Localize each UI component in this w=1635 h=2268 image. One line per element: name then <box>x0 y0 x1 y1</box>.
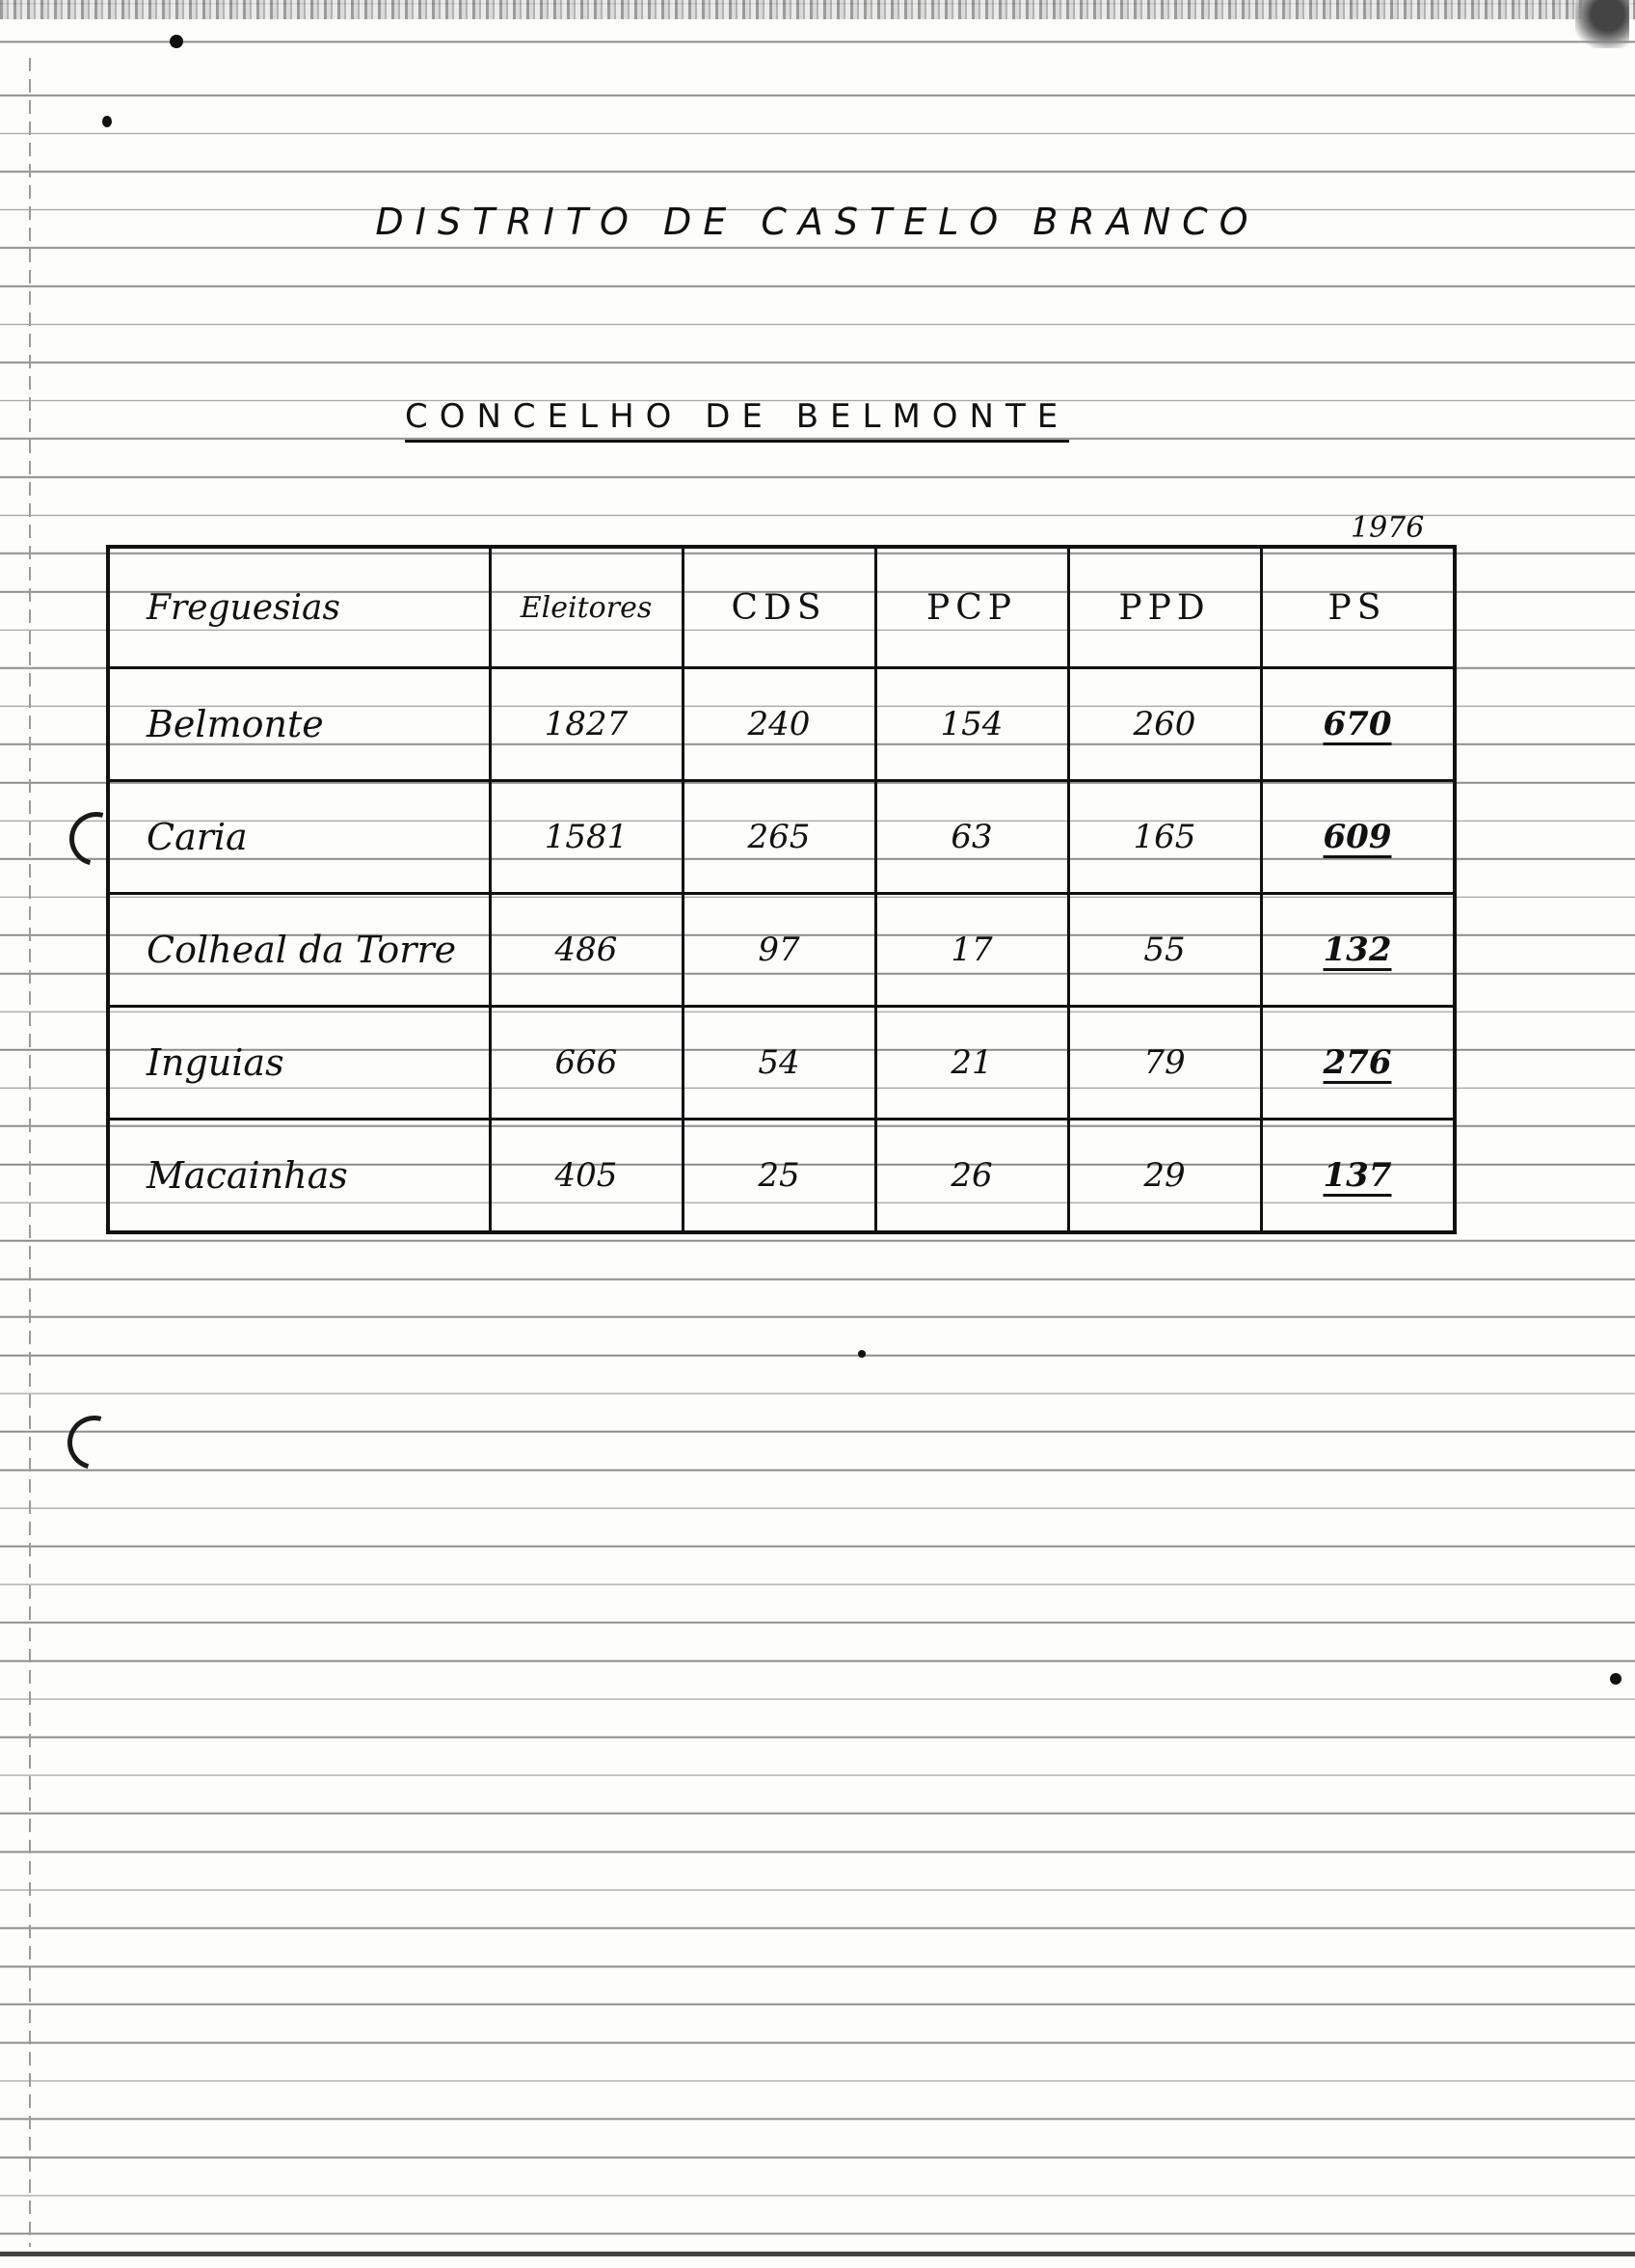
ink-dot <box>858 1350 866 1358</box>
table-row <box>108 894 1455 1007</box>
scan-top-edge <box>0 0 1635 19</box>
ps-votes: 137 <box>1323 1156 1392 1195</box>
scan-corner-smudge <box>1575 0 1629 48</box>
header-ps: PS <box>1261 547 1455 668</box>
ppd-votes: 165 <box>1068 781 1261 894</box>
cds-votes: 240 <box>683 668 875 781</box>
table-row <box>108 781 1455 894</box>
pcp-votes: 26 <box>875 1120 1068 1233</box>
cds-votes: 97 <box>683 894 875 1007</box>
cds-votes: 25 <box>683 1120 875 1233</box>
table-row <box>108 1007 1455 1120</box>
ink-dot <box>1610 1673 1622 1685</box>
ppd-votes: 260 <box>1068 668 1261 781</box>
parish-name: Belmonte <box>108 668 490 781</box>
header-ppd: PPD <box>1068 547 1261 668</box>
table-row <box>108 1120 1455 1233</box>
ps-votes: 276 <box>1323 1043 1392 1082</box>
cds-votes: 265 <box>683 781 875 894</box>
ps-votes: 670 <box>1323 705 1392 743</box>
voters-count: 486 <box>490 894 683 1007</box>
pcp-votes: 63 <box>875 781 1068 894</box>
header-voters: Eleitores <box>490 547 683 668</box>
table-row <box>108 668 1455 781</box>
voters-count: 405 <box>490 1120 683 1233</box>
parish-name: Caria <box>108 781 490 894</box>
ps-votes: 132 <box>1323 931 1392 969</box>
punch-hole-mark <box>58 1406 131 1479</box>
election-year: 1976 <box>1345 511 1430 549</box>
ppd-votes: 79 <box>1068 1007 1261 1120</box>
pcp-votes: 154 <box>875 668 1068 781</box>
ppd-votes: 55 <box>1068 894 1261 1007</box>
cds-votes: 54 <box>683 1007 875 1120</box>
district-title: DISTRITO DE CASTELO BRANCO <box>375 201 1260 243</box>
pcp-votes: 21 <box>875 1007 1068 1120</box>
parish-name: Macainhas <box>108 1120 490 1233</box>
header-cds: CDS <box>683 547 875 668</box>
pcp-votes: 17 <box>875 894 1068 1007</box>
scan-bottom-edge <box>0 2252 1635 2256</box>
ppd-votes: 29 <box>1068 1120 1261 1233</box>
parish-name: Inguias <box>108 1007 490 1120</box>
table-header-row <box>108 547 1455 668</box>
voters-count: 1827 <box>490 668 683 781</box>
election-results-table <box>106 545 1457 1234</box>
ink-dot <box>170 35 183 48</box>
voters-count: 1581 <box>490 781 683 894</box>
voters-count: 666 <box>490 1007 683 1120</box>
ink-dot <box>102 116 112 127</box>
header-pcp: PCP <box>875 547 1068 668</box>
margin-line <box>29 58 31 2247</box>
council-title: CONCELHO DE BELMONTE <box>405 397 1069 443</box>
header-parish: Freguesias <box>108 547 490 668</box>
parish-name: Colheal da Torre <box>108 894 490 1007</box>
ps-votes: 609 <box>1323 818 1392 856</box>
